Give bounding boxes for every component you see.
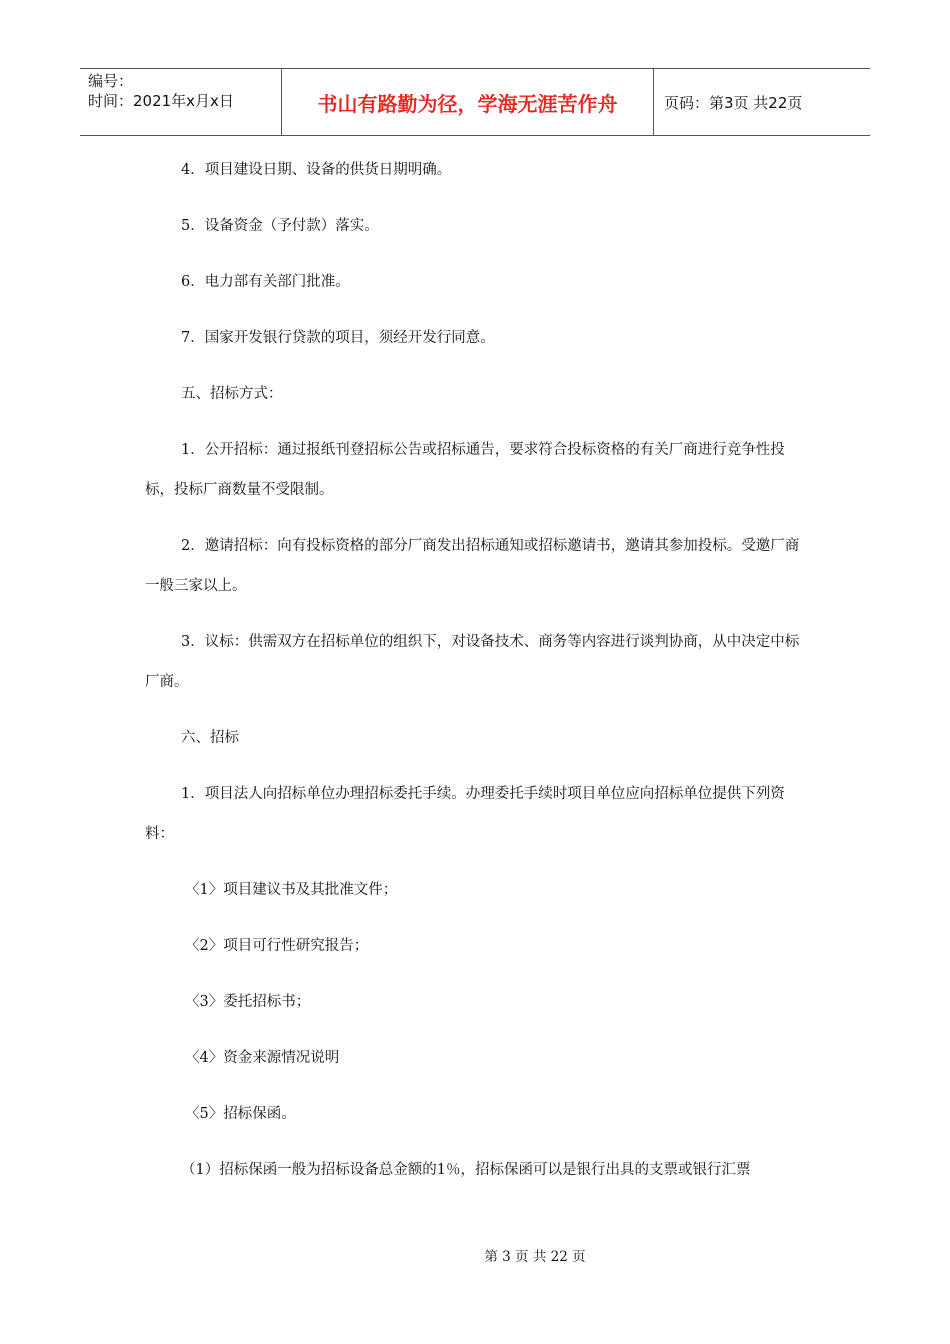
document-number-label: 编号： (88, 72, 134, 90)
page-footer: 第 3 页 共 22 页 (484, 1249, 586, 1265)
paragraph: 4．项目建设日期、设备的供货日期明确。 (181, 162, 452, 178)
section-heading: 六、招标 (181, 730, 239, 746)
paragraph: （1）招标保函一般为招标设备总金额的1％，招标保函可以是银行出具的支票或银行汇票 (181, 1162, 751, 1178)
section-heading: 五、招标方式： (181, 386, 283, 402)
paragraph: 7．国家开发银行贷款的项目，须经开发行同意。 (181, 330, 495, 346)
header-meta (80, 69, 282, 135)
paragraph: 6．电力部有关部门批准。 (181, 274, 350, 290)
list-item: 〈2〉项目可行性研究报告； (185, 938, 369, 954)
header-page-info: 页码：第3页 共22页 (664, 93, 803, 112)
list-item: 〈4〉资金来源情况说明 (185, 1050, 340, 1066)
document-date: 时间：2021年x月x日 (88, 92, 234, 110)
list-item: 〈5〉招标保函。 (185, 1106, 296, 1122)
paragraph: 2．邀请招标：向有投标资格的部分厂商发出招标通知或招标邀请书，邀请其参加投标。受邀厂商一般三家以上。 (145, 538, 800, 594)
list-item: 〈3〉委托招标书； (185, 994, 311, 1010)
header-motto: 书山有路勤为径，学海无涯苦作舟 (282, 69, 654, 135)
page-header (80, 68, 870, 136)
paragraph: 1．项目法人向招标单位办理招标委托手续。办理委托手续时项目单位应向招标单位提供下列资料： (145, 786, 785, 842)
paragraph: 1．公开招标：通过报纸刊登招标公告或招标通告，要求符合投标资格的有关厂商进行竞争性投标，投标厂商数量不受限制。 (145, 442, 785, 498)
paragraph: 3．议标：供需双方在招标单位的组织下，对设备技术、商务等内容进行谈判协商，从中决定中标厂商。 (145, 634, 800, 690)
list-item: 〈1〉项目建议书及其批准文件； (185, 882, 398, 898)
paragraph: 5．设备资金（予付款）落实。 (181, 218, 379, 234)
document-body (145, 150, 805, 1190)
